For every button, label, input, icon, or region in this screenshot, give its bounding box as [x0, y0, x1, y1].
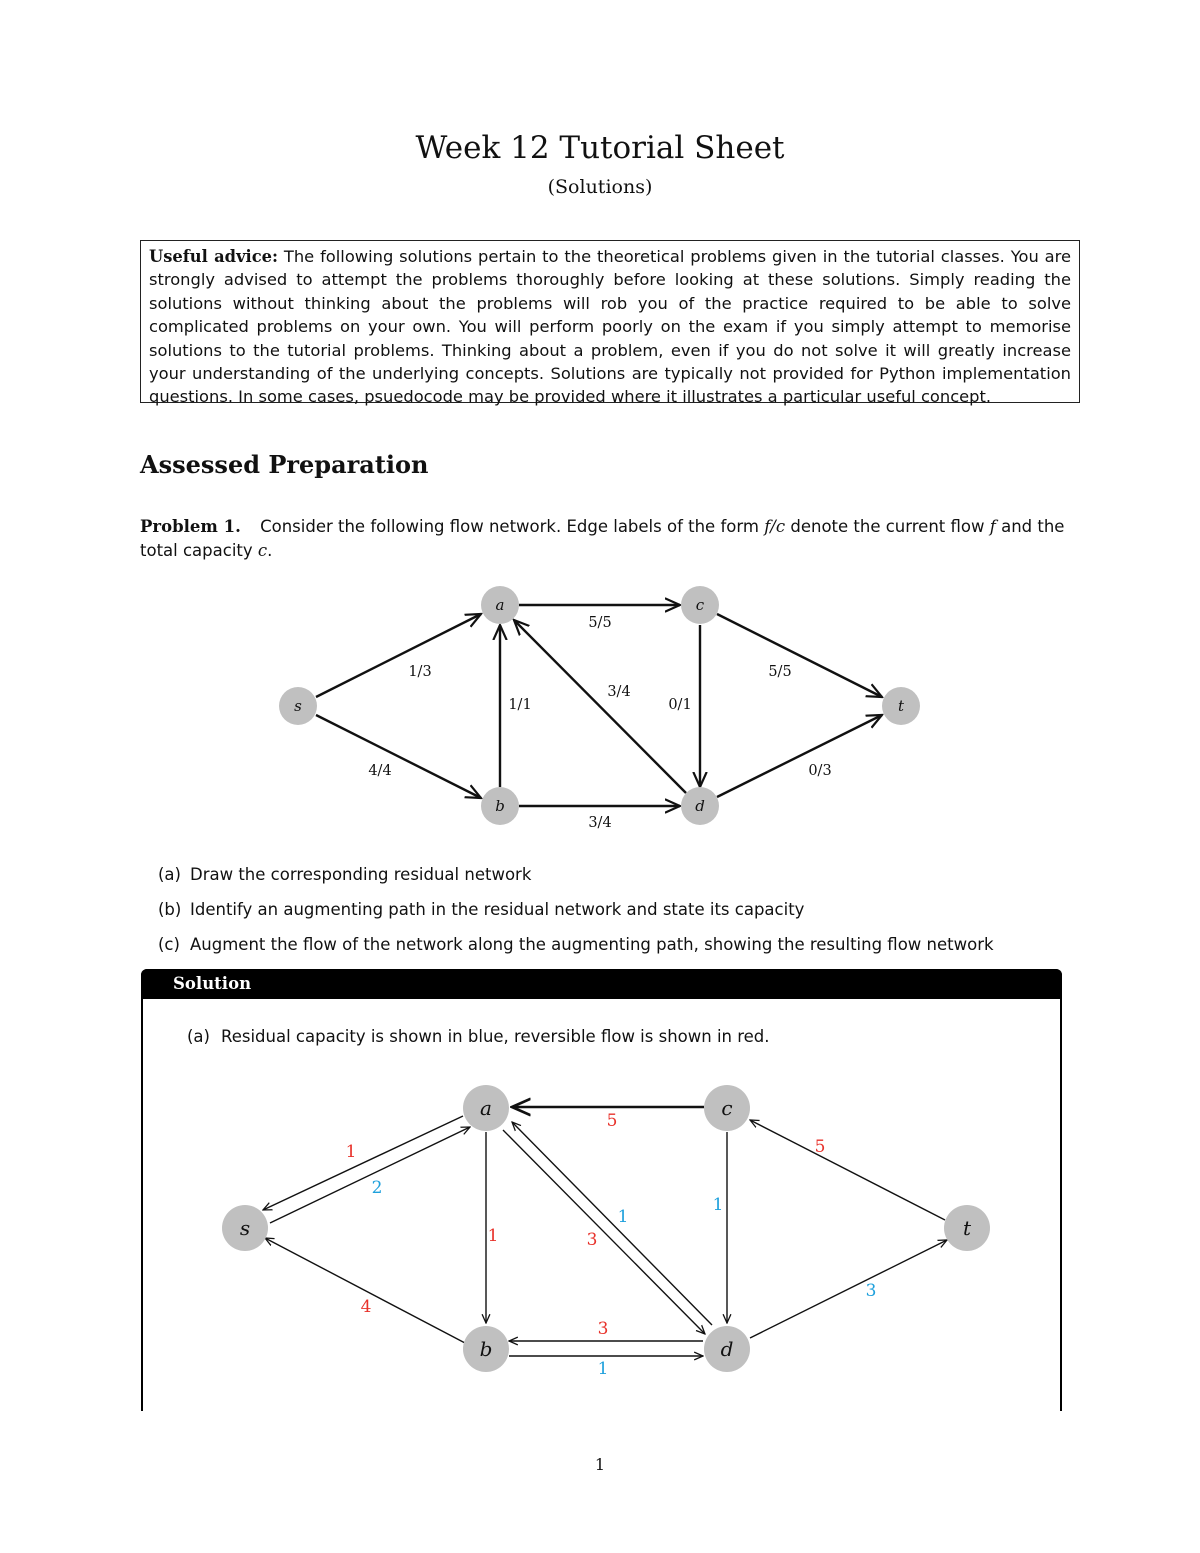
node-label-d: d — [695, 797, 705, 815]
res-label-a-d: 3 — [586, 1230, 598, 1250]
part-a — [158, 865, 531, 884]
res-edge-d-t — [750, 1240, 947, 1338]
edge-label-b-d: 3/4 — [588, 815, 612, 831]
res-label-a-s: 1 — [345, 1142, 357, 1162]
edge-label-a-c: 5/5 — [588, 615, 612, 631]
res-label-s-a: 2 — [371, 1178, 383, 1198]
node-label-c: c — [695, 596, 705, 614]
edge-label-s-b: 4/4 — [368, 763, 392, 779]
res-label-b-s: 4 — [360, 1297, 372, 1317]
edge-label-d-a: 3/4 — [607, 684, 631, 700]
problem-label: Problem 1. — [140, 517, 241, 536]
res-label-t-c: 5 — [814, 1137, 826, 1157]
problem-fc: f/c — [764, 517, 786, 536]
advice-box — [140, 240, 1080, 407]
res-node-label-t: t — [962, 1216, 972, 1240]
res-node-label-a: a — [480, 1096, 492, 1120]
res-edge-d-a — [512, 1122, 712, 1325]
part-b — [158, 900, 804, 919]
res-edge-a-d — [503, 1130, 705, 1334]
part-a-text: Draw the corresponding residual network — [190, 865, 532, 884]
edge-label-d-t: 0/3 — [808, 763, 832, 779]
problem-statement — [140, 515, 1068, 563]
section-heading: Assessed Preparation — [140, 450, 429, 479]
solution-item-a — [187, 1027, 770, 1046]
solution-item-label: (a) — [187, 1027, 210, 1046]
res-node-label-c: c — [721, 1096, 733, 1120]
part-a-label: (a) — [158, 865, 181, 884]
res-node-label-s: s — [239, 1216, 251, 1240]
node-label-b: b — [495, 797, 505, 815]
res-label-d-t: 3 — [865, 1281, 877, 1301]
res-edge-b-s — [265, 1238, 465, 1343]
advice-text: The following solutions pertain to the theoretical problems given in the tutorial classes. You are strongly advised to attempt the problems thoroughly before looking at these solutions. Simply reading the solutions without thinking about the problems will rob you of the practice required to be able to solve complicated problems on your own. You will perform poorly on the exam if you simply attempt to memorise solutions to the tutorial problems. Thinking about a problem, even if you do not solve it will greatly increase your understanding of the underlying concepts. Solutions are typically not provided for Python implementation questions. In some cases, psuedocode may be provided where it illustrates a particular useful concept. — [149, 247, 1072, 407]
page-title: Week 12 Tutorial Sheet — [415, 130, 785, 166]
problem-text-4: . — [267, 541, 273, 560]
res-edge-t-c — [750, 1120, 945, 1220]
res-label-c-a: 5 — [606, 1111, 618, 1131]
part-c-label: (c) — [158, 935, 180, 954]
problem-f: f — [989, 517, 996, 536]
edge-s-b — [316, 715, 481, 798]
edge-c-t — [717, 614, 882, 697]
flow-network-diagram — [0, 580, 1200, 840]
node-label-t: t — [897, 697, 905, 715]
res-label-c-d: 1 — [712, 1195, 724, 1215]
edge-label-s-a: 1/3 — [408, 664, 432, 680]
page-number: 1 — [594, 1455, 606, 1474]
solution-item-text: Residual capacity is shown in blue, reversible flow is shown in red. — [221, 1027, 770, 1046]
res-node-label-d: d — [720, 1337, 734, 1361]
problem-c: c — [257, 541, 268, 560]
res-label-b-d: 1 — [597, 1359, 609, 1379]
res-label-d-b: 3 — [597, 1319, 609, 1339]
res-node-label-b: b — [479, 1337, 493, 1361]
node-label-a: a — [495, 596, 505, 614]
res-edge-a-s — [263, 1116, 463, 1210]
edge-d-a — [514, 620, 686, 793]
problem-text-3: and the total capacity — [140, 517, 1065, 560]
solution-title: Solution — [173, 974, 252, 993]
part-b-text: Identify an augmenting path in the residual network and state its capacity — [190, 900, 805, 919]
node-label-s: s — [294, 697, 302, 715]
solution-header — [141, 969, 1062, 999]
part-c — [158, 935, 994, 954]
edge-d-t — [717, 715, 882, 797]
problem-text-2: denote the current flow — [790, 517, 985, 536]
edge-label-b-a: 1/1 — [508, 697, 532, 713]
part-c-text: Augment the flow of the network along the augmenting path, showing the resulting flow network — [190, 935, 994, 954]
res-label-d-a: 1 — [617, 1207, 629, 1227]
edge-label-c-d: 0/1 — [668, 697, 692, 713]
advice-label: Useful advice: — [149, 247, 278, 266]
res-label-a-b: 1 — [487, 1226, 499, 1246]
page-subtitle: (Solutions) — [547, 176, 653, 198]
residual-network-diagram — [0, 1060, 1200, 1400]
part-b-label: (b) — [158, 900, 182, 919]
problem-text-1: Consider the following flow network. Edge labels of the form — [260, 517, 759, 536]
res-edge-s-a — [270, 1127, 470, 1223]
edge-s-a — [316, 614, 481, 697]
edge-label-c-t: 5/5 — [768, 664, 792, 680]
